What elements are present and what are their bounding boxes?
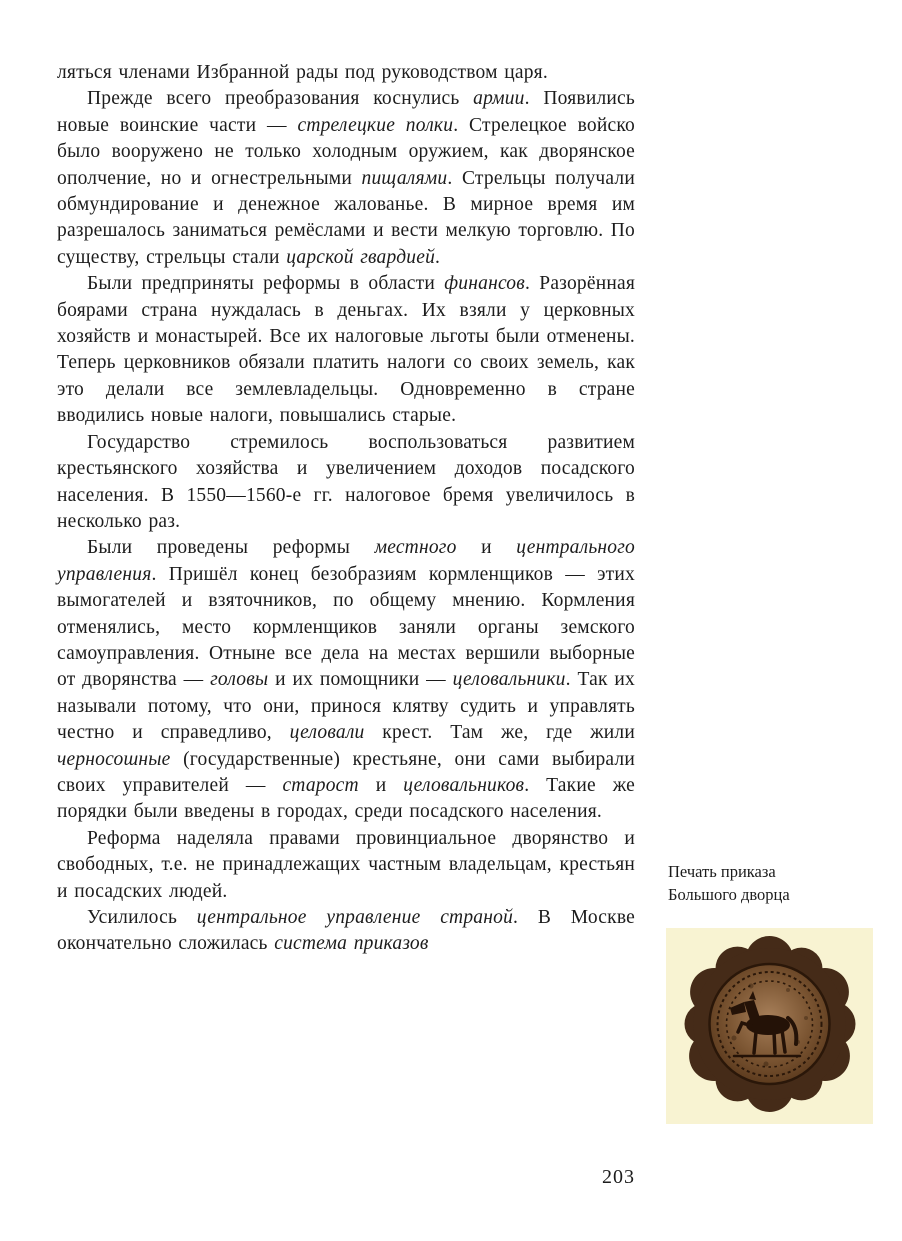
wax-seal: [685, 936, 856, 1112]
text-column: [57, 60, 635, 958]
seal-panel: [666, 928, 873, 1124]
caption-line-2: Большого дворца: [668, 885, 790, 905]
image-caption: [668, 860, 873, 906]
page-number: 203: [602, 1166, 635, 1188]
paragraph-5: Были проведены реформы местного и центрального управления. Пришёл конец безобразиям кормленщиков — этих вымогателей и взяточников, по общему мнению. Кормления отменялись, место кормленщиков заняли органы земского самоуправления. Отныне все дела на местах вершили выборные от дворянства — головы и их помощники — целовальники. Так их называли потому, что они, принося клятву судить и управлять честно и справедливо, целовали крест. Там же, где жили черносошные (государственные) крестьяне, они сами выбирали своих управителей — старост и целовальников. Такие же порядки были введены в городах, среди посадского населения.: [57, 537, 635, 823]
paragraph-2: Прежде всего преобразования коснулись армии. Появились новые воинские части — стрелецкие полки. Стрелецкое войско было вооружено не только холодным оружием, как дворянское ополчение, но и огнестрельными пищалями. Стрельцы получали обмундирование и денежное жалованье. В мирное время им разрешалось заниматься ремёслами и вести мелкую торговлю. По существу, стрельцы стали царской гвардией.: [57, 88, 636, 268]
caption-line-1: Печать приказа: [668, 862, 776, 881]
paragraph-3: Были предприняты реформы в области финансов. Разорённая боярами страна нуждалась в деньгах. Их взяли у церковных хозяйств и монастырей. Все их налоговые льготы были отменены. Теперь церковников обязали платить налоги со своих земель, как это делали все землевладельцы. Одновременно в стране вводились новые налоги, повышались старые.: [57, 273, 636, 427]
horse-seal-image: [666, 928, 873, 1124]
paragraph-7: Усилилось центральное управление страной. В Москве окончательно сложилась система приказов: [57, 907, 635, 955]
paragraph-4: Государство стремилось воспользоваться развитием крестьянского хозяйства и увеличением доходов посадского населения. В 1550—1560-е гг. налоговое бремя увеличилось в несколько раз.: [57, 431, 635, 532]
paragraph-6: Реформа наделяла правами провинциальное дворянство и свободных, т.е. не принадлежащих частным владельцам, крестьян и посадских людей.: [57, 827, 635, 902]
paragraph-1: ляться членами Избранной рады под руководством царя.: [57, 62, 548, 83]
